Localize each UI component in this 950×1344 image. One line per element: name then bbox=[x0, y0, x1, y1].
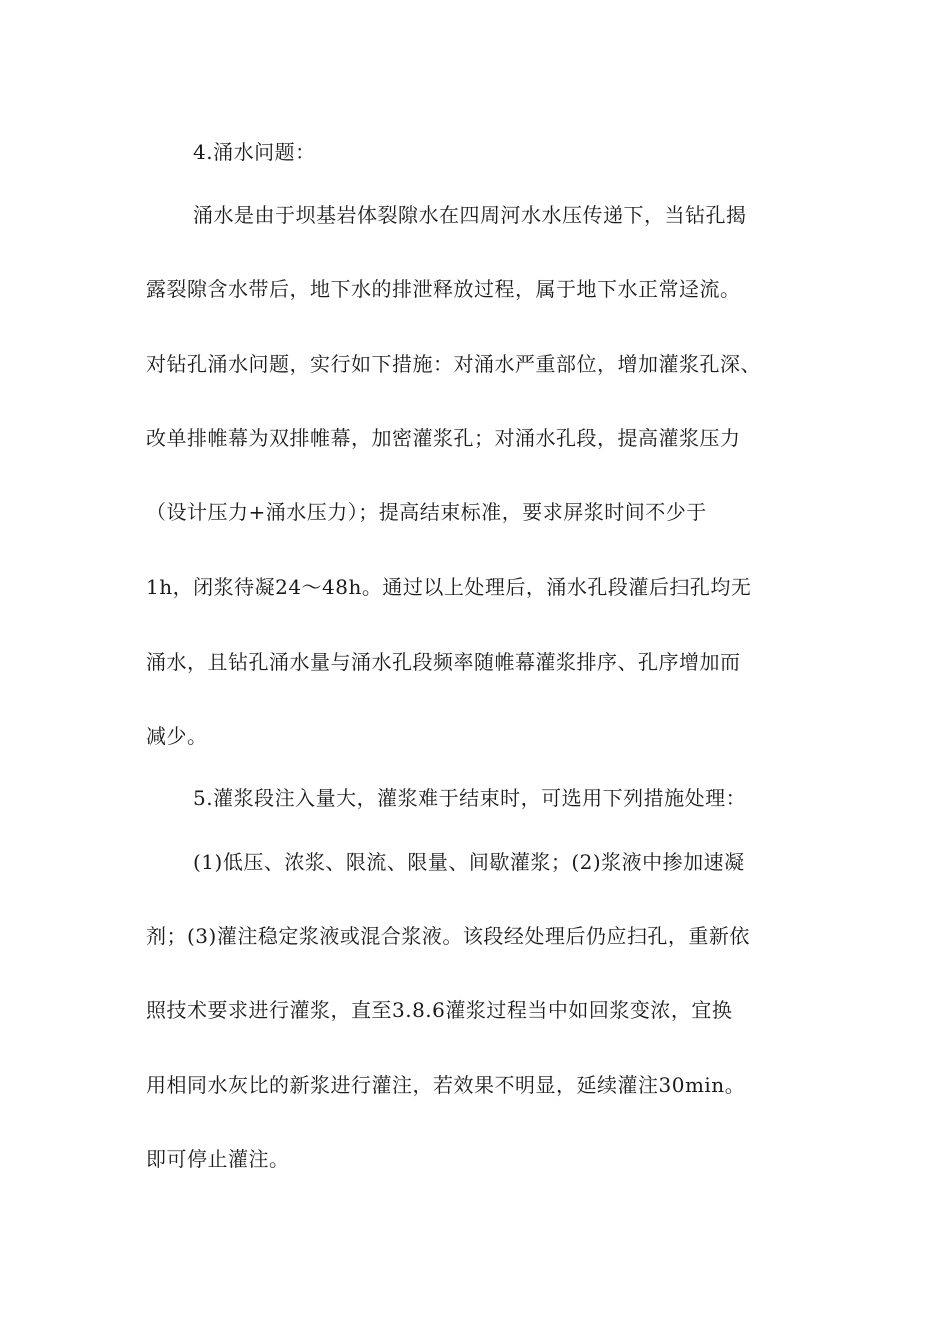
paragraph-line: 露裂隙含水带后，地下水的排泄释放过程，属于地下水正常迳流。 bbox=[146, 277, 741, 301]
paragraph-line: (1)低压、浓浆、限流、限量、间歇灌浆；(2)浆液中掺加速凝 bbox=[193, 850, 745, 874]
section-heading-4: 4.涌水问题： bbox=[193, 140, 316, 164]
paragraph-line: 照技术要求进行灌浆，直至3.8.6灌浆过程当中如回浆变浓，宜换 bbox=[146, 998, 733, 1022]
paragraph-line: 剂；(3)灌注稳定浆液或混合浆液。该段经处理后仍应扫孔，重新依 bbox=[146, 924, 750, 948]
paragraph-line: 涌水是由于坝基岩体裂隙水在四周河水水压传递下，当钻孔揭 bbox=[193, 203, 747, 227]
section-heading-5: 5.灌浆段注入量大，灌浆难于结束时，可选用下列措施处理： bbox=[193, 786, 747, 810]
paragraph-line: 即可停止灌注。 bbox=[146, 1147, 290, 1171]
paragraph-line: 对钻孔涌水问题，实行如下措施：对涌水严重部位，增加灌浆孔深、 bbox=[146, 352, 761, 376]
paragraph-line: 1h，闭浆待凝24～48h。通过以上处理后，涌水孔段灌后扫孔均无 bbox=[146, 575, 752, 599]
paragraph-line: 涌水，且钻孔涌水量与涌水孔段频率随帷幕灌浆排序、孔序增加而 bbox=[146, 650, 741, 674]
paragraph-line: 减少。 bbox=[146, 724, 208, 748]
paragraph-line: （设计压力+涌水压力）；提高结束标准，要求屏浆时间不少于 bbox=[146, 500, 707, 524]
paragraph-line: 改单排帷幕为双排帷幕，加密灌浆孔；对涌水孔段，提高灌浆压力 bbox=[146, 426, 741, 450]
paragraph-line: 用相同水灰比的新浆进行灌注，若效果不明显，延续灌注30min。 bbox=[146, 1073, 746, 1097]
